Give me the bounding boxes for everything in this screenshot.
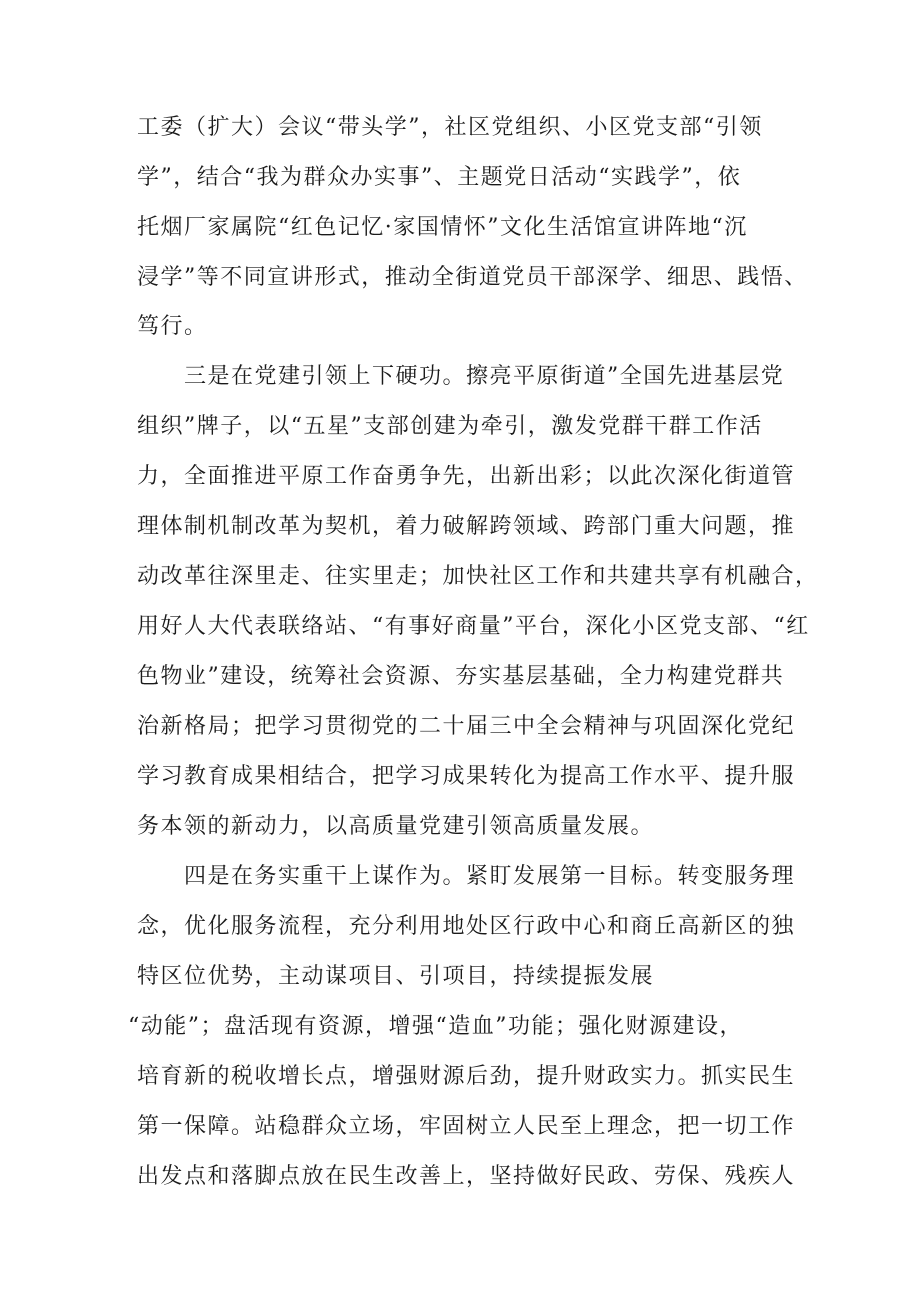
text-line: 特区位优势，主动谋项目、引项目，持续提振发展 — [137, 964, 655, 989]
text-line: 出发点和落脚点放在民生改善上，坚持做好民政、劳保、残疾人 — [137, 1164, 796, 1189]
text-line: 学”，结合“我为群众办实事”、主题党日活动“实践学”，依 — [137, 165, 742, 190]
text-line: 学习教育成果相结合，把学习成果转化为提高工作水平、提升服 — [137, 764, 796, 789]
text-line: 用好人大代表联络站、“有事好商量”平台，深化小区党支部、“红 — [137, 614, 810, 639]
text-line: 力，全面推进平原工作奋勇争先，出新出彩；以此次深化街道管 — [137, 464, 796, 489]
text-line: 动改革往深里走、往实里走；加快社区工作和共建共享有机融合， — [137, 564, 819, 589]
text-line: 托烟厂家属院“红色记忆·家国情怀”文化生活馆宣讲阵地“沉 — [137, 215, 748, 240]
text-line: 务本领的新动力，以高质量党建引领高质量发展。 — [137, 814, 655, 839]
text-line: 第一保障。站稳群众立场，牢固树立人民至上理念，把一切工作 — [137, 1114, 796, 1139]
text-line: 组织”牌子，以“五星”支部创建为牵引，激发党群干群工作活 — [137, 414, 763, 439]
text-line: “动能”；盘活现有资源，增强“造血”功能；强化财源建设， — [128, 1014, 743, 1039]
text-line: 浸学”等不同宣讲形式，推动全街道党员干部深学、细思、践悟、 — [137, 265, 808, 290]
text-line: 念，优化服务流程，充分利用地处区行政中心和商丘高新区的独 — [137, 914, 796, 939]
text-line: 工委（扩大）会议“带头学”，社区党组织、小区党支部“引领 — [137, 115, 763, 140]
text-line: 笃行。 — [137, 314, 208, 339]
text-line: 治新格局；把学习贯彻党的二十届三中全会精神与巩固深化党纪 — [137, 714, 796, 739]
text-line: 理体制机制改革为契机，着力破解跨领域、跨部门重大问题，推 — [137, 514, 796, 539]
paragraph-start-line: 四是在务实重干上谋作为。紧盯发展第一目标。转变服务理 — [184, 864, 796, 889]
paragraph-start-line: 三是在党建引领上下硬功。擦亮平原街道”全国先进基层党 — [184, 364, 785, 389]
text-line: 色物业”建设，统筹社会资源、夯实基层基础，全力构建党群共 — [137, 664, 785, 689]
text-line: 培育新的税收增长点，增强财源后劲，提升财政实力。抓实民生 — [137, 1064, 796, 1089]
